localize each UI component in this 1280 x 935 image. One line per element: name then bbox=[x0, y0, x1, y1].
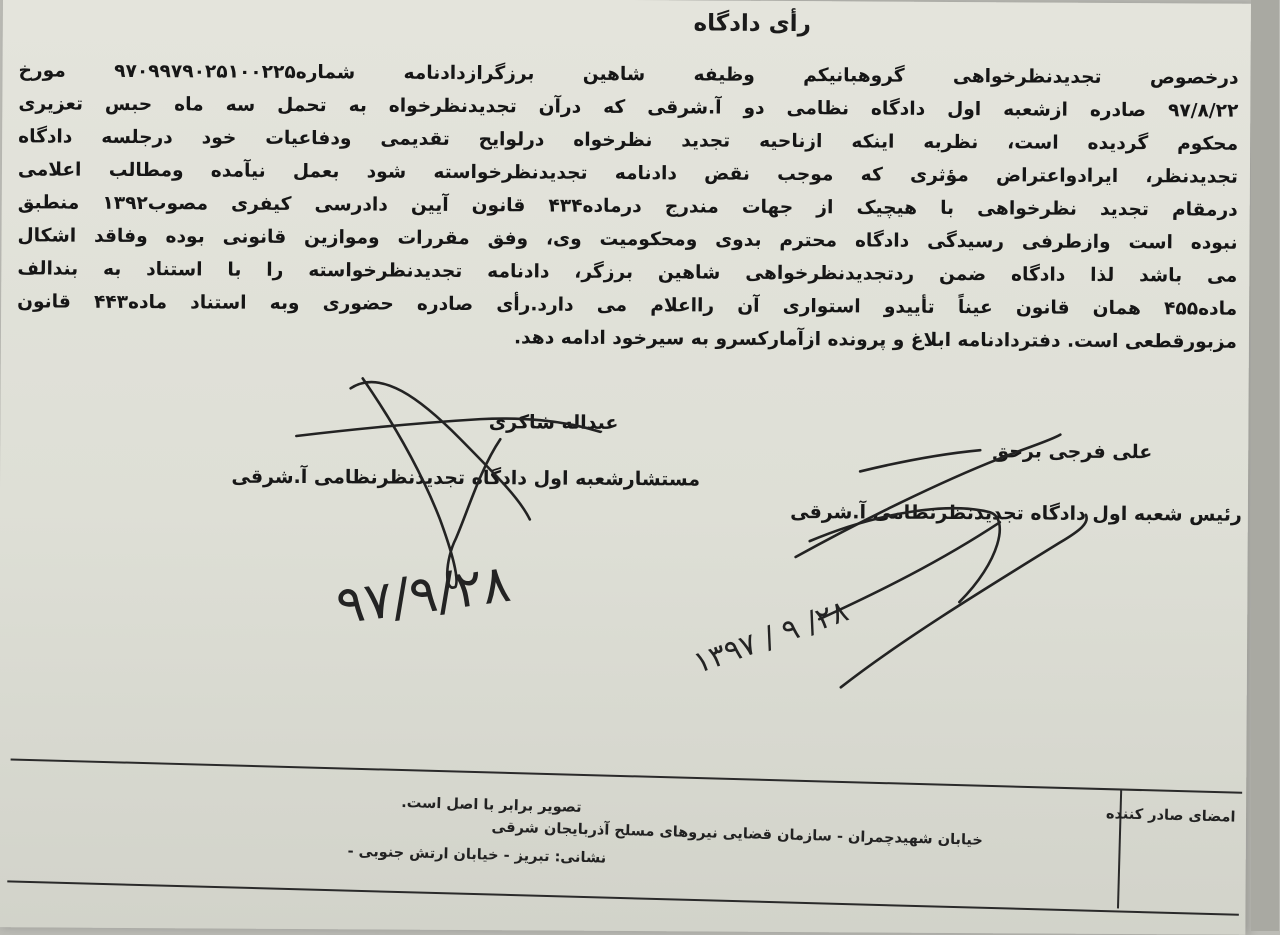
right-signatory-title: رئیس شعبه اول دادگاه تجدیدنظرنظامی آ.شرقی bbox=[791, 501, 1243, 526]
left-handwritten-date: ۹۷/۹/۲۸ bbox=[333, 553, 516, 637]
certified-copy-note: تصویر برابر با اصل است. bbox=[402, 795, 583, 816]
issuer-address: نشانی: تبریز - خیابان ارتش جنوبی - bbox=[348, 843, 608, 867]
right-handwritten-date: ۲۸/ ۹ / ۱۳۹۷ bbox=[690, 593, 855, 682]
ruling-line-1: درخصوص تجدیدنظرخواهی گروهبانیکم وظیفه شاهین برزگرازدادنامه شماره۹۷۰۹۹۷۹۰۲۵۱۰۰۲۲۵ مورخ bbox=[19, 60, 1240, 89]
issuer-signature-label: امضای صادر کننده bbox=[1106, 806, 1237, 826]
ruling-line-5: درمقام تجدید نظرخواهی با هیچیک از جهات مندرج درماده۴۳۴ قانون آیین دادرسی کیفری مصوب۱۳۹۲ منطبق bbox=[18, 192, 1239, 221]
issuer-footer bbox=[8, 758, 1243, 915]
ruling-line-6: نبوده است وازطرفی رسیدگی دادگاه محترم بدوی ومحکومیت وی، وفق مقررات وموازین قانونی بوده وفاقد اشکال bbox=[18, 225, 1239, 254]
issuer-organization: خیابان شهیدچمران - سازمان قضایی نیروهای مسلح آذربایجان شرقی bbox=[492, 819, 984, 849]
left-signatory-title: مستشارشعبه اول دادگاه تجدیدنظرنظامی آ.شرقی bbox=[232, 465, 702, 491]
ruling-line-7: می باشد لذا دادگاه ضمن ردتجدیدنظرخواهی شاهین برزگر، دادنامه تجدیدنظرخواسته را با استناد به بندالف bbox=[18, 258, 1239, 287]
left-signatory-name: عبداله شاکری bbox=[489, 411, 620, 434]
ruling-line-9: مزبورقطعی است. دفتردادنامه ابلاغ و پرونده ازآمارکسرو به سیرخود ادامه دهد. bbox=[514, 327, 1238, 353]
ruling-line-4: تجدیدنظر، ایرادواعتراض مؤثری که موجب نقض دادنامه تجدیدنظرخواسته شود بعمل نیآمده ومطالب اعلامی bbox=[18, 159, 1239, 188]
right-signatory-name: علی فرجی برحق bbox=[993, 440, 1154, 464]
ruling-line-3: محکوم گردیده است، نظربه اینکه ازناحیه تجدید نظرخواه درلوایح تقدیمی ودفاعیات خود درجلسه دادگاه bbox=[19, 126, 1240, 155]
document-title: رأی دادگاه bbox=[694, 10, 812, 38]
ruling-body bbox=[18, 54, 1240, 358]
ruling-line-2: ۹۷/۸/۲۲ صادره ازشعبه اول دادگاه نظامی دو آ.شرقی که درآن تجدیدنظرخواه به تحمل سه ماه حبس تعزیری bbox=[19, 93, 1240, 122]
ruling-line-8: ماده۴۵۵ همان قانون عیناً تأییدو استواری آن رااعلام می دارد.رأی صادره حضوری وبه استناد ماده۴۴۳ قانون bbox=[18, 291, 1239, 320]
page-edge-shadow bbox=[1252, 0, 1280, 931]
